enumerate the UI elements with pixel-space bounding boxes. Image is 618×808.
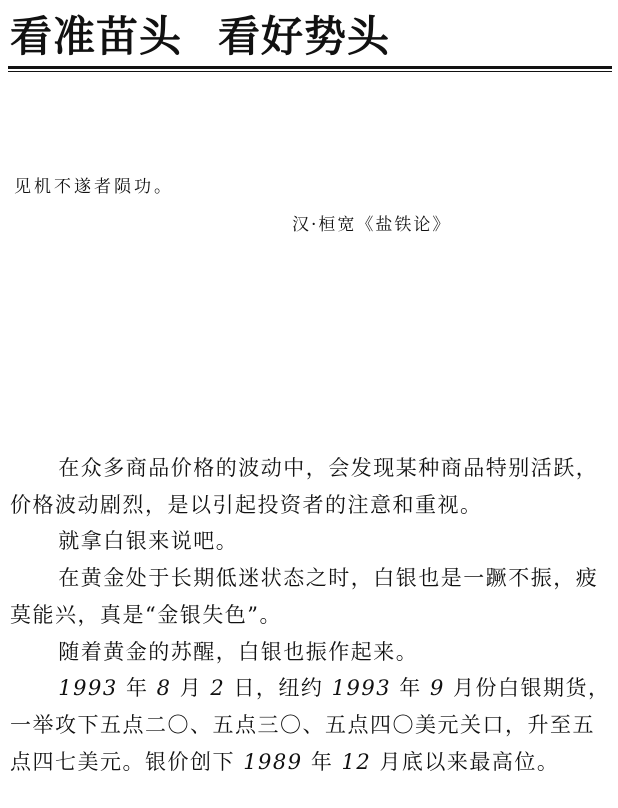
text-segment: 月 — [179, 676, 203, 701]
day-number: 2 — [210, 676, 226, 701]
month-number: 8 — [156, 676, 172, 701]
title-part-2: 看好势头 — [218, 12, 391, 61]
paragraph-last — [10, 670, 614, 780]
title-rule-thin — [8, 71, 612, 72]
paragraph: 就拿白银来说吧。 — [58, 529, 239, 554]
text-segment: 月份白银期货，一举攻下五点二〇、五点三〇、五点四〇美元关口，升至五点四七美元。银价创下 — [10, 676, 611, 774]
epigraph-quote: 见机不遂者陨功。 — [14, 177, 174, 197]
year-number: 1989 — [243, 749, 303, 774]
year-number: 1993 — [331, 676, 392, 701]
page-title — [10, 12, 390, 62]
paragraph: 随着黄金的苏醒，白银也振作起来。 — [58, 639, 419, 664]
body-text — [10, 450, 614, 780]
text-segment: 年 — [125, 676, 149, 701]
text-segment: 年 — [399, 676, 422, 701]
text-segment: 日，纽约 — [233, 676, 324, 701]
year-number: 1993 — [58, 676, 118, 701]
text-segment: 月底以来最高位。 — [379, 749, 560, 774]
month-number: 9 — [429, 676, 445, 701]
paragraph: 在黄金处于长期低迷状态之时，白银也是一蹶不振，疲莫能兴，真是“金银失色”。 — [10, 566, 599, 627]
title-part-1: 看准苗头 — [10, 12, 183, 61]
epigraph-source: 汉·桓宽《盐铁论》 — [292, 215, 452, 235]
paragraph: 在众多商品价格的波动中，会发现某种商品特别活跃，价格波动剧烈，是以引起投资者的注意和重视。 — [10, 456, 599, 517]
month-number: 12 — [341, 749, 372, 774]
title-rule-thick — [8, 66, 612, 69]
text-segment: 年 — [310, 749, 334, 774]
